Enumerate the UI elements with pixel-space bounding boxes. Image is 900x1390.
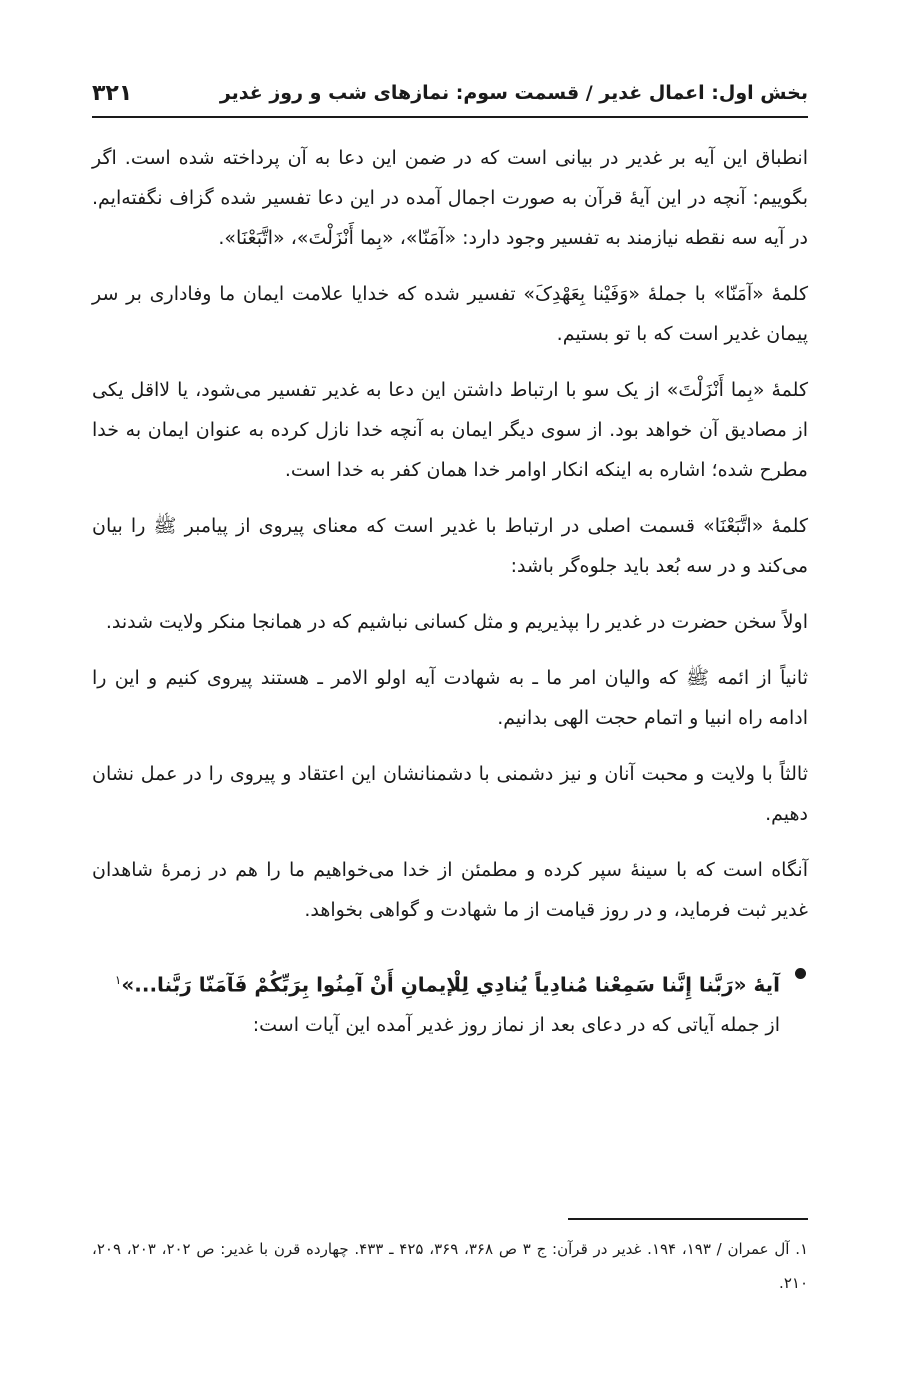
verse-intro: از جمله آیاتی که در دعای بعد از نماز روز غدیر آمده این آیات است: <box>252 1013 780 1036</box>
paragraph-2: کلمهٔ «آمَنّا» با جملهٔ «وَفَيْنا بِعَهْدِکَ» تفسیر شده که خدایا علامت ایمان ما وفاداری بر سر پیمان غدیر است که با تو بستیم. <box>92 283 808 345</box>
footnote: ۱. آل عمران / ۱۹۳، ۱۹۴. غدیر در قرآن: ج ۳ ص ۳۶۸، ۳۶۹، ۴۲۵ ـ ۴۳۳. چهارده قرن با غدیر: ص ۲۰۲، ۲۰۳، ۲۰۹، ۲۱۰. <box>92 1240 809 1292</box>
verse-heading-text: آیهٔ «رَبَّنا إِنَّنا سَمِعْنا مُنادِياً يُنادِي لِلْإيمانِ أَنْ آمِنُوا بِرَبِّكُمْ فَآمَنّا رَبَّنا...» <box>121 972 780 997</box>
running-title: بخش اول: اعمال غدیر / قسمت سوم: نمازهای شب و روز غدیر <box>219 82 808 104</box>
footnote-divider <box>568 1218 808 1220</box>
paragraph-5: اولاً سخن حضرت در غدیر را بپذیریم و مثل کسانی نباشیم که در همانجا منکر ولایت شدند. <box>105 611 808 633</box>
footnote-marker: ۱ <box>114 973 122 987</box>
paragraph-3: کلمهٔ «بِما أَنْزَلْتَ» از یک سو با ارتباط داشتن این دعا به غدیر تفسیر می‌شود، یا لااقل یکی از مصادیق آن خواهد بود. از سوی دیگر ایمان به آنچه خدا نازل کرده به عنوان ایمان به خدا مطرح شده؛ اشاره به اینکه انکار اوامر خدا همان کفر به خدا است. <box>92 379 808 481</box>
verse-heading <box>92 960 780 1005</box>
verse-section <box>92 960 808 1045</box>
paragraph-6: ثانیاً از ائمه ﷺ که والیان امر ما ـ به شهادت آیه اولو الامر ـ هستند پیروی کنیم و این را ادامه راه انبیا و اتمام حجت الهی بدانیم. <box>92 667 808 729</box>
paragraph-4: کلمهٔ «اتَّبَعْنَا» قسمت اصلی در ارتباط با غدیر است که معنای پیروی از پیامبر ﷺ را بیان می‌کند و در سه بُعد باید جلوه‌گر باشد: <box>92 515 808 577</box>
paragraph-7: ثالثاً با ولایت و محبت آنان و نیز دشمنی با دشمنانشان این اعتقاد و پیروی را در عمل نشان دهیم. <box>92 763 808 825</box>
body-text <box>92 138 808 1045</box>
page-header <box>92 70 808 118</box>
bullet-dot-icon <box>795 968 806 979</box>
paragraph-8: آنگاه است که با سینهٔ سپر کرده و مطمئن از خدا می‌خواهیم ما را هم در زمرهٔ شاهدان غدیر ثبت فرماید، و در روز قیامت از ما شهادت و گواهی بخواهد. <box>92 859 808 921</box>
paragraph-1: انطباق این آیه بر غدیر در بیانی است که در ضمن این دعا به آن پرداخته شده است. اگر بگوییم: آنچه در این آیهٔ قرآن به صورت اجمال آمده در این دعا تفسیر شده گزاف نگفته‌ایم. در آیه سه نقطه نیازمند به تفسیر وجود دارد: «آمَنّا»، «بِما أَنْزَلْتَ»، «اتَّبَعْنَا». <box>92 147 808 249</box>
page-number: ۳۲۱ <box>92 80 133 106</box>
